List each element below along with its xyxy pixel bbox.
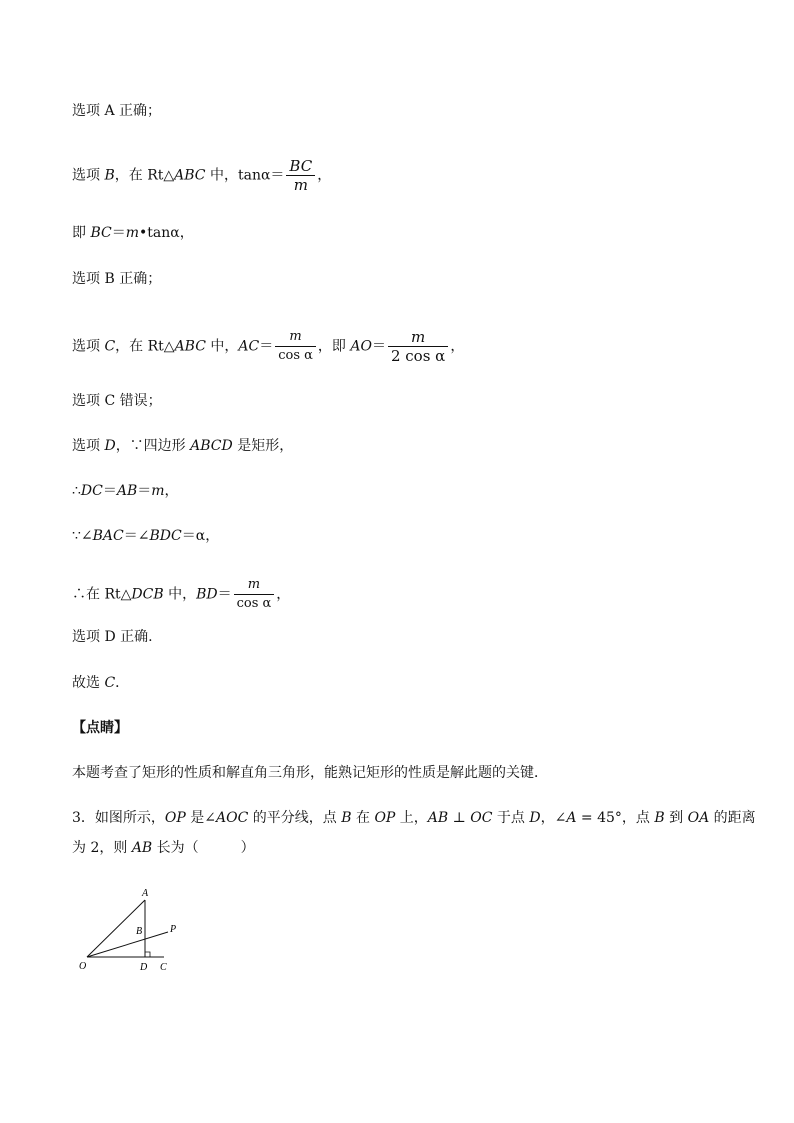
label-d: D bbox=[140, 962, 148, 973]
text: ∵∠ bbox=[72, 528, 93, 544]
geometry-figure bbox=[72, 882, 192, 981]
text: ， bbox=[164, 483, 179, 499]
var-ab: AB bbox=[131, 840, 153, 856]
text: ，在 Rt△ bbox=[115, 338, 175, 355]
fraction-m-over-2cos bbox=[388, 329, 448, 364]
text: 中， bbox=[205, 338, 239, 355]
var-abc: ABC bbox=[174, 338, 206, 355]
var-oa: OA bbox=[687, 810, 710, 826]
fraction-m-over-cos bbox=[234, 577, 275, 612]
var-b: B bbox=[104, 167, 115, 184]
text: ⊥ bbox=[448, 810, 471, 826]
var-b: B bbox=[654, 810, 665, 826]
numerator: m bbox=[275, 329, 316, 347]
text: ∴ bbox=[72, 483, 81, 499]
var-op: OP bbox=[374, 810, 396, 826]
section-heading-dianjing: 【点睛】 bbox=[72, 720, 128, 736]
text: 长为（ ） bbox=[152, 840, 255, 856]
fraction-bc-over-m bbox=[286, 158, 315, 193]
text: 选项 bbox=[72, 438, 105, 454]
var-d: D bbox=[104, 438, 116, 454]
text: 选项 bbox=[72, 167, 105, 184]
var-bd: BD bbox=[196, 586, 218, 603]
var-bac: BAC bbox=[92, 528, 124, 544]
var-ab: AB bbox=[116, 483, 138, 499]
var-b: B bbox=[341, 810, 352, 826]
text: ． bbox=[115, 675, 130, 691]
label-p: P bbox=[170, 924, 177, 935]
denominator: cos α bbox=[236, 596, 272, 611]
text: 即 bbox=[72, 225, 91, 241]
var-aoc: AOC bbox=[216, 810, 249, 826]
var-a: A bbox=[566, 810, 577, 826]
geometry-svg bbox=[72, 882, 192, 977]
line-angle-equal bbox=[72, 526, 219, 546]
line-option-b-tan bbox=[72, 158, 331, 193]
var-ao: AO bbox=[350, 338, 372, 355]
var-ab: AB bbox=[427, 810, 449, 826]
question-3-line-1 bbox=[72, 808, 756, 828]
text: ∴在 Rt△ bbox=[72, 586, 132, 603]
denominator: m bbox=[293, 176, 308, 194]
line-option-b-correct: 选项 B 正确； bbox=[72, 271, 162, 287]
text: ＝ bbox=[111, 225, 126, 241]
line-bc-equals bbox=[72, 223, 194, 243]
text: ， bbox=[317, 167, 332, 184]
numerator: m bbox=[234, 577, 275, 595]
var-abc: ABC bbox=[174, 167, 206, 184]
right-angle-mark bbox=[145, 952, 150, 957]
var-bdc: BDC bbox=[149, 528, 182, 544]
var-dcb: DCB bbox=[131, 586, 164, 603]
fraction-m-over-cos bbox=[275, 329, 316, 364]
text: 中，tanα＝ bbox=[205, 167, 285, 184]
var-m: m bbox=[125, 225, 139, 241]
var-d: D bbox=[529, 810, 541, 826]
label-c: C bbox=[160, 962, 167, 973]
line-option-a-correct: 选项 A 正确； bbox=[72, 103, 162, 119]
text: ， bbox=[276, 586, 291, 603]
line-dc-ab-m bbox=[72, 481, 179, 501]
var-op: OP bbox=[164, 810, 186, 826]
text: ＝α， bbox=[181, 528, 220, 544]
numerator: m bbox=[388, 329, 448, 347]
line-option-c bbox=[72, 329, 464, 364]
text: 上， bbox=[395, 810, 428, 826]
question-3-line-2 bbox=[72, 838, 255, 858]
var-oc: OC bbox=[470, 810, 493, 826]
text: ，∠ bbox=[540, 810, 567, 826]
var-abcd: ABCD bbox=[190, 438, 233, 454]
text: ，即 bbox=[317, 338, 351, 355]
text: ＝ bbox=[137, 483, 152, 499]
text: ＝∠ bbox=[123, 528, 150, 544]
line-option-d bbox=[72, 436, 293, 456]
text: = 45°，点 bbox=[576, 810, 655, 826]
var-bc: BC bbox=[90, 225, 112, 241]
text: ，在 Rt△ bbox=[114, 167, 175, 184]
text: 在 bbox=[351, 810, 375, 826]
text: 的平分线，点 bbox=[248, 810, 342, 826]
text: ， bbox=[450, 338, 465, 355]
line-bd-formula bbox=[72, 577, 290, 612]
var-c: C bbox=[104, 675, 116, 691]
var-dc: DC bbox=[80, 483, 103, 499]
text: 为 2，则 bbox=[72, 840, 132, 856]
label-a: A bbox=[142, 888, 149, 899]
text: 是∠ bbox=[185, 810, 217, 826]
var-m: m bbox=[151, 483, 165, 499]
numerator: BC bbox=[286, 158, 315, 176]
text: 于点 bbox=[492, 810, 530, 826]
denominator: 2 cos α bbox=[390, 347, 446, 365]
line-answer bbox=[72, 673, 129, 693]
var-c: C bbox=[104, 338, 116, 355]
text: •tanα， bbox=[139, 225, 194, 241]
line-option-d-correct: 选项 D 正确. bbox=[72, 629, 153, 645]
text: ＝ bbox=[102, 483, 117, 499]
text: 选项 bbox=[72, 338, 105, 355]
denominator: cos α bbox=[278, 348, 313, 363]
label-b: B bbox=[136, 926, 143, 937]
text: 故选 bbox=[72, 675, 105, 691]
line-summary: 本题考查了矩形的性质和解直角三角形，能熟记矩形的性质是解此题的关键． bbox=[72, 765, 548, 781]
text: 3．如图所示， bbox=[72, 810, 165, 826]
text: 是矩形， bbox=[232, 438, 294, 454]
text: ＝ bbox=[217, 586, 232, 603]
text: 中， bbox=[163, 586, 197, 603]
var-ac: AC bbox=[238, 338, 260, 355]
label-o: O bbox=[79, 961, 87, 972]
line-option-c-wrong: 选项 C 错误； bbox=[72, 393, 162, 409]
text: ，∵四边形 bbox=[115, 438, 191, 454]
text: ＝ bbox=[259, 338, 274, 355]
text: 到 bbox=[664, 810, 688, 826]
text: ＝ bbox=[371, 338, 386, 355]
text: 的距离 bbox=[709, 810, 756, 826]
